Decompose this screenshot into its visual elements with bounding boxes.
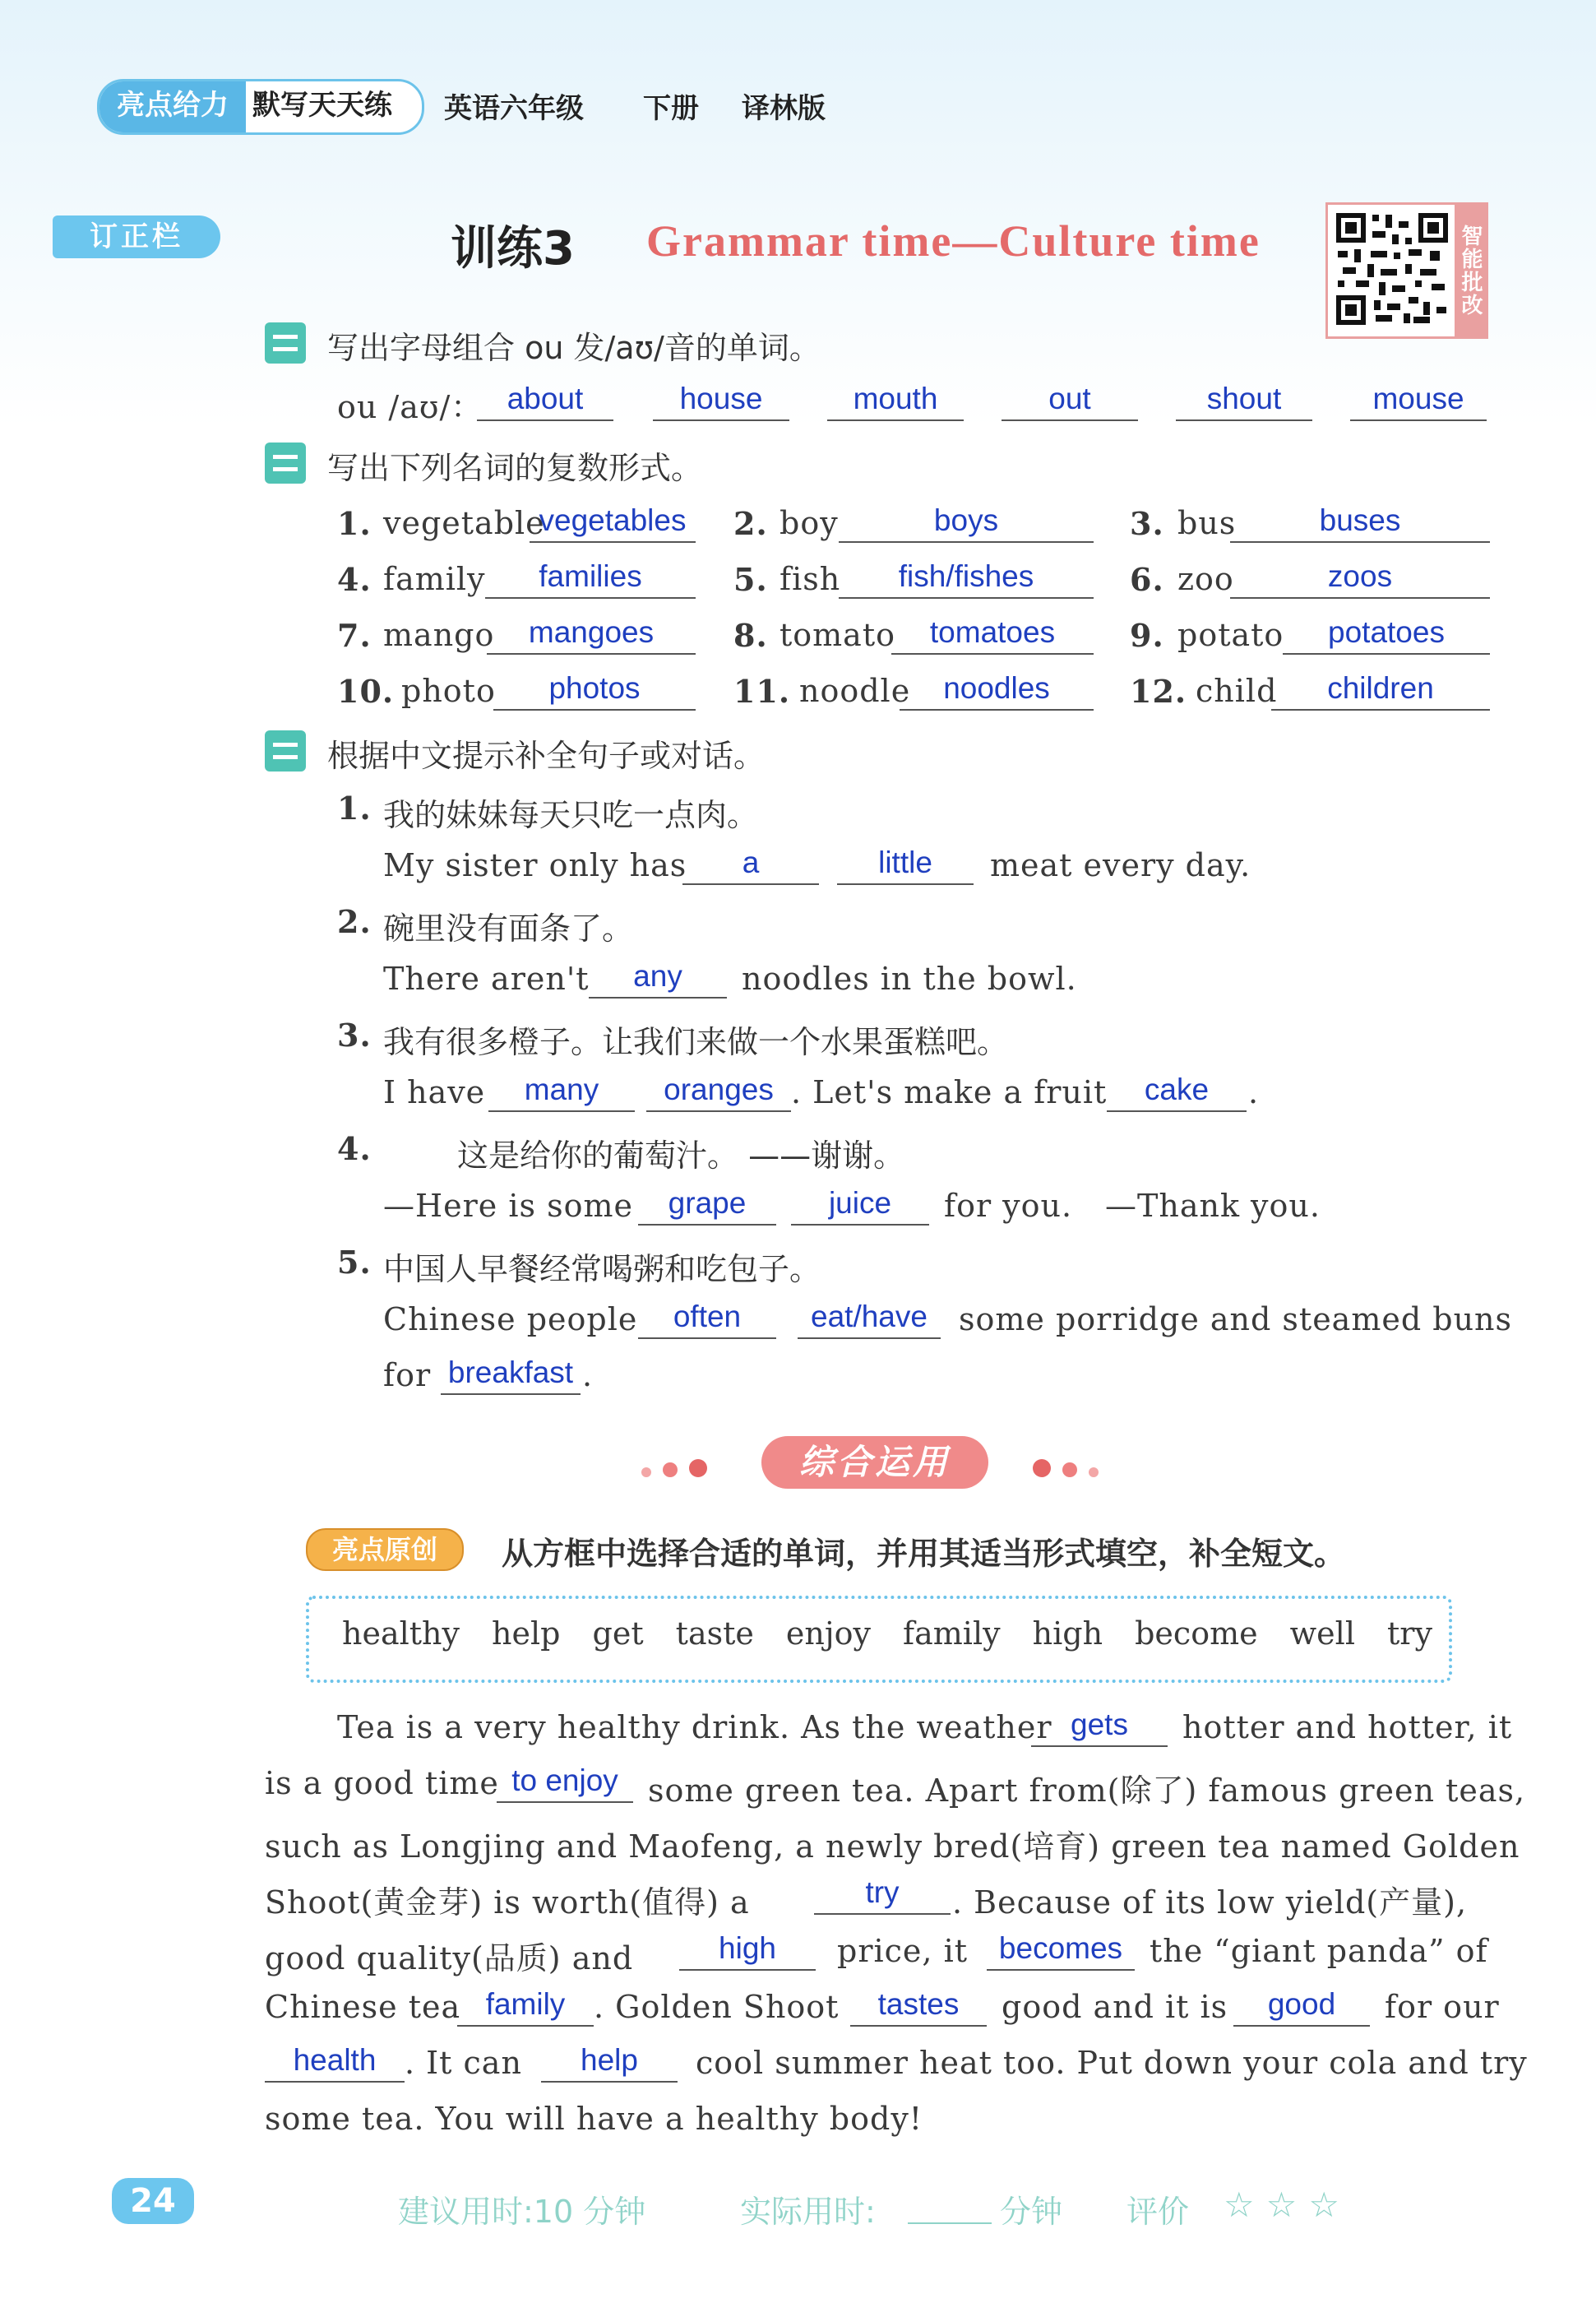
answer-text: many [524,1073,599,1106]
original-tag: 亮点原创 [306,1528,464,1571]
rating-label: 评价 [1126,2194,1190,2230]
answer-text: mangoes [528,615,655,649]
passage-text: price, it [837,1933,968,1969]
item-word: noodle [799,673,911,709]
passage-text: . Because of its low yield(产量), [952,1884,1468,1921]
header-volume: 下册 [643,92,699,125]
answer-text: little [878,846,932,879]
sentence-text: for you. [944,1188,1073,1224]
section-3-badge [265,730,306,772]
answer-blank[interactable] [1233,1986,1370,2027]
sentence-text: I have [383,1074,486,1110]
sentence-text: . [582,1357,594,1393]
passage-text: good quality(品质) and [265,1940,634,1976]
item-number: 1. [337,505,372,542]
item-number: 6. [1130,561,1164,598]
answer-blank[interactable] [265,2041,405,2083]
passage-text: Shoot(黄金芽) is worth(值得) a [265,1884,750,1921]
word-bank-item: healthy [342,1615,460,1652]
word-bank-item: become [1135,1615,1258,1652]
answer-text: potatoes [1328,615,1445,649]
answer-blank[interactable] [839,502,1094,543]
star-icon[interactable]: ☆ [1224,2185,1266,2225]
answer-blank[interactable] [1107,1071,1247,1112]
question-chinese: 这是给你的葡萄汁。 ——谢谢。 [457,1138,905,1174]
answer-blank[interactable] [682,844,819,885]
item-number: 10. [337,673,395,710]
answer-text: eat/have [811,1300,928,1333]
answer-blank[interactable] [791,1184,929,1226]
passage-text: some green tea. Apart from(除了) famous green teas, [648,1772,1526,1809]
passage-text: the “giant panda” of [1150,1933,1488,1969]
answer-text: breakfast [447,1355,574,1389]
passage-text: Chinese tea [265,1989,461,2025]
actual-time-blank[interactable] [908,2222,992,2224]
word-bank-box [306,1596,1452,1683]
section-2-heading: 写出下列名词的复数形式。 [327,450,703,486]
answer-blank[interactable] [900,670,1094,711]
answer-blank[interactable] [837,844,974,885]
answer-blank[interactable] [493,670,696,711]
sentence-text: My sister only has [383,847,687,883]
question-chinese: 我的妹妹每天只吃一点肉。 [383,797,759,833]
item-word: bus [1177,505,1237,541]
passage-text: some tea. You will have a healthy body! [265,2101,923,2137]
passage-text: . Golden Shoot [594,1989,840,2025]
item-number: 5. [733,561,768,598]
item-number: 4. [337,561,372,598]
answer-text: buses [1319,503,1401,537]
comprehensive-banner: 综合运用 [761,1436,988,1489]
answer-blank[interactable] [541,2041,678,2083]
answer-text: fish/fishes [898,559,1034,593]
answer-text: shout [1206,382,1282,415]
answer-blank[interactable] [485,558,696,599]
passage-text: is a good time [265,1765,499,1801]
header-subject: 英语六年级 [444,92,584,125]
passage-text: good and it is [1002,1989,1228,2025]
item-word: tomato [779,617,895,653]
passage-text: cool summer heat too. Put down your cola and try [696,2045,1528,2081]
answer-text: any [633,959,682,993]
word-bank-item: family [903,1615,1001,1652]
item-word: family [383,561,486,597]
sentence-text: . Let's make a fruit [791,1074,1108,1110]
answer-text: mouse [1372,382,1464,415]
answer-text: high [719,1931,776,1965]
answer-text: a [742,846,760,879]
answer-text: out [1048,382,1091,415]
passage-text: for our [1385,1989,1500,2025]
word-bank-item: taste [675,1615,754,1652]
sentence-text: There aren't [383,961,590,997]
item-number: 8. [733,617,768,654]
question-chinese: 我有很多橙子。让我们来做一个水果蛋糕吧。 [383,1024,1009,1060]
sentence-text: meat every day. [990,847,1251,883]
answer-blank[interactable] [530,502,696,543]
answer-blank[interactable] [891,614,1094,655]
answer-text: try [865,1875,900,1909]
suggested-time: 建议用时:10 分钟 [398,2194,646,2230]
answer-blank[interactable] [457,1986,594,2027]
answer-text: juice [828,1186,892,1220]
word-bank-item: well [1289,1615,1355,1652]
item-number: 7. [337,617,372,654]
actual-time-label: 实际用时: [740,2194,876,2230]
word-bank-item: get [592,1615,644,1652]
item-word: fish [779,561,841,597]
sentence-text: some porridge and steamed buns [959,1301,1513,1337]
qr-code[interactable] [1325,202,1488,339]
answer-text: becomes [998,1931,1123,1965]
answer-blank[interactable] [638,1184,776,1226]
answer-text: mouth [853,382,938,415]
item-word: zoo [1177,561,1234,597]
sentence-text: Chinese people [383,1301,638,1337]
answer-text: oranges [664,1073,774,1106]
answer-text: good [1267,1987,1336,2021]
answer-blank[interactable] [1176,380,1312,421]
item-word: child [1196,673,1278,709]
item-word: mango [383,617,495,653]
answer-blank[interactable] [798,1298,941,1339]
answer-text: house [679,382,763,415]
sentence-text: —Thank you. [1105,1188,1321,1224]
answer-text: boys [933,503,999,537]
item-word: vegetable [383,505,545,541]
answer-text: vegetables [539,503,687,537]
answer-text: cake [1144,1073,1210,1106]
answer-blank[interactable] [1230,558,1490,599]
correction-column-label: 订正栏 [53,215,220,258]
answer-text: family [485,1987,566,2021]
answer-text: families [539,559,642,593]
item-word: boy [779,505,839,541]
item-number: 9. [1130,617,1164,654]
page-number: 24 [112,2178,194,2224]
word-bank-item: high [1032,1615,1103,1652]
answer-blank[interactable] [1031,1706,1168,1747]
answer-text: about [507,382,584,415]
answer-text: children [1327,671,1434,705]
answer-text: health [293,2043,377,2077]
answer-text: photos [548,671,641,705]
instruction-text: 从方框中选择合适的单词，并用其适当形式填空，补全短文。 [502,1536,1346,1572]
answer-blank[interactable] [814,1874,951,1915]
passage-text: hotter and hotter, it [1182,1709,1513,1745]
question-number: 3. [337,1017,372,1054]
sentence-text: —Here is some [383,1188,633,1224]
section-3-heading: 根据中文提示补全句子或对话。 [327,738,766,774]
star-icon[interactable]: ☆ [1265,2185,1309,2225]
answer-blank[interactable] [1350,380,1487,421]
banner-dots-left [641,1459,707,1480]
header-badge-group [97,79,424,135]
item-number: 11. [733,673,791,710]
answer-text: often [673,1300,742,1333]
header-badge: 亮点给力 [99,81,246,132]
answer-blank[interactable] [487,614,696,655]
answer-text: to enjoy [511,1763,618,1797]
header-series: 默写天天练 [252,89,392,122]
answer-blank[interactable] [1271,670,1490,711]
word-bank-item: try [1387,1615,1432,1652]
section-1-prefix: ou /aʊ/： [337,389,483,425]
section-1-heading: 写出字母组合 ou 发/aʊ/音的单词。 [327,330,821,366]
lesson-number: 训练3 [451,222,575,276]
sentence-text: noodles in the bowl. [742,961,1077,997]
passage-text: such as Longjing and Maofeng, a newly bred(培育) green tea named Golden [265,1828,1520,1865]
answer-blank[interactable] [589,957,727,999]
answer-text: tomatoes [929,615,1056,649]
answer-blank[interactable] [441,1354,581,1395]
item-word: photo [401,673,496,709]
answer-blank[interactable] [679,1930,816,1971]
banner-dots-right [1033,1459,1099,1480]
answer-blank[interactable] [497,1762,633,1803]
header-edition: 译林版 [742,92,826,125]
answer-blank[interactable] [827,380,964,421]
answer-blank[interactable] [987,1930,1135,1971]
sentence-text: . [1248,1074,1260,1110]
answer-blank[interactable] [1002,380,1138,421]
question-number: 1. [337,790,372,827]
item-number: 2. [733,505,768,542]
star-icon[interactable]: ☆ [1308,2185,1351,2225]
answer-text: tastes [877,1987,960,2021]
answer-text: help [581,2043,638,2077]
answer-text: noodles [943,671,1050,705]
question-chinese: 碗里没有面条了。 [383,911,634,947]
answer-text: zoos [1327,559,1393,593]
answer-blank[interactable] [638,1298,776,1339]
answer-blank[interactable] [850,1986,987,2027]
item-number: 12. [1130,673,1187,710]
qr-code-icon [1335,211,1450,327]
question-number: 2. [337,903,372,940]
section-1-badge [265,322,306,364]
question-chinese: 中国人早餐经常喝粥和吃包子。 [383,1251,821,1287]
answer-blank[interactable] [488,1071,635,1112]
answer-blank[interactable] [1283,614,1490,655]
answer-blank[interactable] [839,558,1094,599]
lesson-title: Grammar time—Culture time [646,216,1261,266]
question-number: 4. [337,1130,372,1167]
passage-text: . It can [405,2045,522,2081]
passage-text: Tea is a very healthy drink. As the weather [337,1709,1052,1745]
section-2-badge [265,443,306,484]
qr-label: 智能批改 [1455,205,1486,336]
answer-text: grape [668,1186,747,1220]
word-bank-item: enjoy [785,1615,871,1652]
answer-blank[interactable] [1230,502,1490,543]
answer-blank[interactable] [646,1071,791,1112]
minutes-label: 分钟 [1000,2194,1063,2230]
word-bank-item: help [492,1615,561,1652]
sentence-text: for [383,1357,432,1393]
answer-text: gets [1071,1708,1128,1741]
rating-stars[interactable] [1224,2185,1351,2225]
item-number: 3. [1130,505,1164,542]
item-word: potato [1177,617,1284,653]
question-number: 5. [337,1244,372,1281]
answer-blank[interactable] [653,380,789,421]
answer-blank[interactable] [477,380,613,421]
